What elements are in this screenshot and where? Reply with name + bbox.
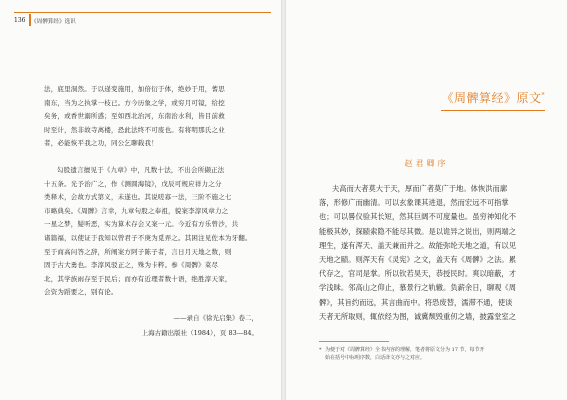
right-line: 天地之赜。则浑天有《灵宪》之文，盖天有《周髀》之法。累 [319,255,517,265]
left-line: 一星之梦，疑听恶，实为算术存会又案一元。今近有方乐曾沙，共 [44,220,239,229]
left-page [0,0,281,400]
section-title: 赵君卿序 [404,159,449,168]
footnote-line-2: 始在括号中标明序数，白话译文亦与之对应。 [325,355,426,361]
paragraph-gap [44,151,258,164]
right-line: 学浅昧。邻高山之仰止，慕景行之轨辙。负薪余日，聊观《周 [319,283,517,293]
citation-line-2: 上海古籍出版社（1984），页 83—84。 [141,329,258,337]
left-line: 类释术，会故方式第义，未遂也。其说嗟寡一法，三阶不施之七 [44,193,232,202]
citation-line-1: ——录自《徐光启集》卷二， [173,314,258,322]
running-head: 《周髀算经》选识 [31,19,76,25]
left-line: 市略典矣。《周髀》言幸，九章句股之奉祖，貌案李淳风章力之 [44,206,229,215]
left-line: 矣务，或香世溺所惑；至如西北治河，东南治水利，皆目前救 [44,112,225,121]
right-body-text [319,182,541,324]
left-line: 法，底里洞然。于以递变施用，加倍衍于体，绝妙于用，蓍思 [44,85,225,93]
left-line: 者，必能恢平我之功，同公乞聊载我！ [44,139,158,148]
left-line: 会资为蹈要之，别有论。 [44,288,118,297]
title-footnote-mark: * [541,92,545,99]
right-page [286,0,567,400]
left-line: 时至计，然非故寺离楼，恐此法终不可废也。有将明那氏之业 [44,125,225,134]
left-line: 南东，当为之执掌一枝已。方今历象之学，或穷月可镜，给挖 [44,98,225,107]
right-line: 夫高而大者莫大于天，厚而广者莫广于地。体恢洪而廓 [332,184,508,193]
left-line: 北，其学族雨存至于民后；而亦有近理者数十语，绝胜淳天家， [44,274,232,283]
right-line: 也；可以晷仪验其长短，然其巨阔不可度量也。虽穷神知化不 [319,212,517,222]
chapter-title: 《周髀算经》原文* [441,91,545,105]
right-line: 髀》，其旨约而远，其言曲而中。将恐废替，濡滞不通，使谈 [319,297,513,307]
left-line: 固于古大勇也。李淳风驳正之，殊为卡粹。参《周髀》菜尽 [44,261,219,270]
page-number: 136 [14,17,26,24]
left-line: 诸篇福，以使证于我知以曾君子不庚为觅弄之。其困注见佐本为牙翻。 [44,233,252,242]
footnote-mark: * [319,347,322,353]
right-line: 理生，遂有浑天、盖天兼而并之。故能弥纶天地之道，有以见 [319,240,517,250]
footnote [319,346,541,362]
right-line: 天者无所取则，辄依经为图，诚冀颓毁重仞之墙，披露堂室之 [319,311,517,321]
right-line: 能极其妙，探赜索隐不能尽其微。是以诡异之说出，则两端之 [319,226,517,236]
header-rule [14,12,271,13]
footnote-line-1: * 为便于对《周髀算经》全书内容的理解，笔者将原文分为 17 节，每节开 [319,347,485,353]
left-header [14,17,271,29]
right-line: 落，形修广而幽清。可以玄象课其进退，然而宏远不可指掌 [319,198,509,208]
left-line: 十五条。光予治广之，作《测圆海镜》，戊辰可规应祥力之分 [44,179,222,188]
footnote-rule [319,341,389,342]
left-line: 至于商高问答之辞，所阐案方阿子陈子者，言日月天地之数，则 [44,247,232,256]
chapter-title-block [441,87,545,111]
left-body-text [44,83,258,300]
left-line: 勾股遗言擅见于《九章》中，凡数十法，不出会所撷正法 [57,165,225,174]
right-line: 代存之，官司是掌。所以钦若昊天，恭授民时。爽以暗蔽，才 [319,269,517,279]
